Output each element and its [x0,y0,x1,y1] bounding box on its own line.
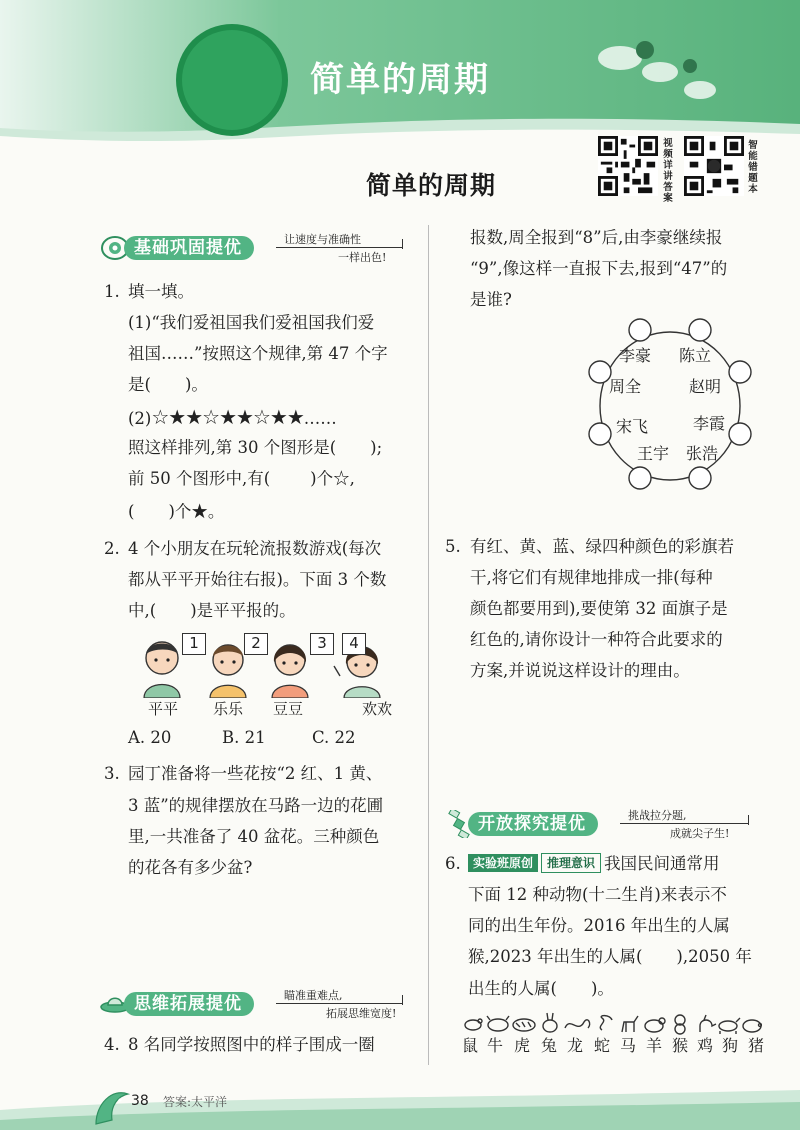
seat-lihao: 李豪 [619,346,652,365]
zodiac-tiger: 虎 [514,1036,531,1055]
circle-diagram [584,314,756,494]
q6-number: 6. [445,854,461,873]
seat-chenli: 陈立 [679,346,712,365]
q5-line2: 干,将它们有规律地排成一排(每种 [470,568,713,587]
section-open-hook [748,815,749,825]
q4-line1: 8 名同学按照图中的样子围成一圈 [128,1035,375,1054]
column-divider [428,225,429,1065]
section-extend [100,986,410,1022]
q2-option-b[interactable]: B. 21 [222,728,266,747]
section-open-rule [620,823,748,824]
q2-line1: 4 个小朋友在玩轮流报数游戏(每次 [128,539,382,558]
section-open-label: 开放探究提优 [468,812,598,836]
seat-songfei: 宋飞 [616,417,649,436]
q4-line3: “9”,像这样一直报下去,报到“47”的 [470,259,728,278]
q5-number: 5. [445,537,461,556]
q1-p2-line1: (2)☆★★☆★★☆★★…… [128,402,337,434]
q1-p2-line4: ( )个★。 [128,502,225,521]
zodiac-snake: 蛇 [594,1036,611,1055]
page-number: 38 [131,1093,149,1109]
zodiac-rabbit: 兔 [541,1036,558,1055]
kid-name-pingping: 平平 [148,700,179,718]
kid-name-huanhuan: 欢欢 [362,700,393,718]
kid-name-doudou: 豆豆 [273,700,304,718]
q4-line2: 报数,周全报到“8”后,由李豪继续报 [470,228,723,247]
zodiac-rat: 鼠 [462,1036,479,1055]
qr-video-label: 视 频 详 讲 答 案 [663,138,673,204]
qr-code-wrongbook[interactable] [684,136,744,196]
q2-option-a[interactable]: A. 20 [128,728,172,747]
kid-name-lele: 乐乐 [213,700,244,718]
q2-line3: 中,( )是平平报的。 [128,601,296,620]
section-basic-note2: 一样出色! [338,251,387,264]
section-extend-note2: 拓展思维宽度! [326,1007,397,1020]
zodiac-rooster: 鸡 [697,1036,714,1055]
zodiac-monkey: 猴 [672,1036,689,1055]
q1-number: 1. [104,282,120,301]
q3-number: 3. [104,764,120,783]
q1-p1-line2: 祖国……”按照这个规律,第 47 个字 [128,344,388,363]
zodiac-animals-illustration [462,1012,762,1036]
zodiac-dog: 狗 [722,1036,739,1055]
q4-number: 4. [104,1035,120,1054]
speech-bubble-1: 1 [182,633,206,655]
section-extend-note1: 瞄准重难点, [284,989,343,1002]
zodiac-ox: 牛 [487,1036,504,1055]
q5-line1: 有红、黄、蓝、绿四种颜色的彩旗若 [470,537,734,556]
q6-line4: 猴,2023 年出生的人属( ),2050 年 [468,947,752,966]
header-title: 简单的周期 [310,60,490,100]
q2-number: 2. [104,539,120,558]
q5-line4: 红色的,请你设计一种符合此要求的 [470,630,723,649]
seat-zhouquan: 周全 [609,377,642,396]
seat-wangyu: 王宇 [637,444,670,463]
q1-p2-line2: 照这样排列,第 30 个图形是( ); [128,438,383,457]
q6-line5: 出生的人属( )。 [468,979,614,998]
section-basic-label: 基础巩固提优 [124,236,254,260]
section-open-note2: 成就尖子生! [670,827,730,840]
section-basic-rule [276,247,402,248]
lesson-title: 简单的周期 [366,171,497,200]
section-basic-note1: 让速度与准确性 [284,233,361,246]
footer-banner [0,1080,800,1130]
section-open-note1: 挑战拉分题, [628,809,687,822]
q3-line2: 3 蓝”的规律摆放在马路一边的花圃 [128,796,384,815]
speech-bubble-2: 2 [244,633,268,655]
q6-line3: 同的出生年份。2016 年出生的人属 [468,916,730,935]
seat-zhaoming: 赵明 [689,377,722,396]
q2-option-c[interactable]: C. 22 [312,728,356,747]
q1-p1-line1: (1)“我们爱祖国我们爱祖国我们爱 [128,313,375,332]
tag-original: 实验班原创 [468,854,538,872]
footer-note: 答案:太平洋 [163,1095,228,1109]
seat-zhanghao: 张浩 [686,444,719,463]
q6-line2: 下面 12 种动物(十二生肖)来表示不 [468,885,727,904]
q3-line3: 里,一共准备了 40 盆花。三种颜色 [128,827,380,846]
zodiac-goat: 羊 [646,1036,663,1055]
q1-title: 填一填。 [128,282,194,301]
zodiac-horse: 马 [620,1036,637,1055]
section-basic [100,230,410,266]
q5-line3: 颜色都要用到),要使第 32 面旗子是 [470,599,728,618]
section-extend-hook [402,995,403,1005]
section-basic-hook [402,239,403,249]
q2-line2: 都从平平开始往右报)。下面 3 个数 [128,570,387,589]
q4-line4: 是谁? [470,290,512,309]
section-open [444,806,764,842]
q5-line5: 方案,并说说这样设计的理由。 [470,661,690,680]
star-pattern: ☆★★☆★★☆★★ [151,405,304,429]
q1-p1-line3: 是( )。 [128,375,208,394]
tag-reasoning: 推理意识 [541,853,601,873]
speech-bubble-3: 3 [310,633,334,655]
qr-code-video[interactable] [598,136,658,196]
zodiac-dragon: 龙 [567,1036,584,1055]
speech-bubble-4: 4 [342,633,366,655]
q1-p2-line3: 前 50 个图形中,有( )个☆, [128,469,355,488]
q6-line1: 实验班原创 推理意识 我国民间通常用 [468,849,720,879]
kid-pingping [144,642,180,698]
q3-line4: 的花各有多少盆? [128,858,253,877]
q3-line1: 园丁准备将一些花按“2 红、1 黄、 [128,764,383,783]
kid-doudou [272,645,308,698]
qr-wrongbook-label: 智 能 错 题 本 [748,140,758,195]
seat-lixia: 李霞 [693,414,726,433]
section-extend-rule [276,1003,402,1004]
kid-lele [210,645,246,698]
section-extend-label: 思维拓展提优 [124,992,254,1016]
zodiac-pig: 猪 [748,1036,765,1055]
